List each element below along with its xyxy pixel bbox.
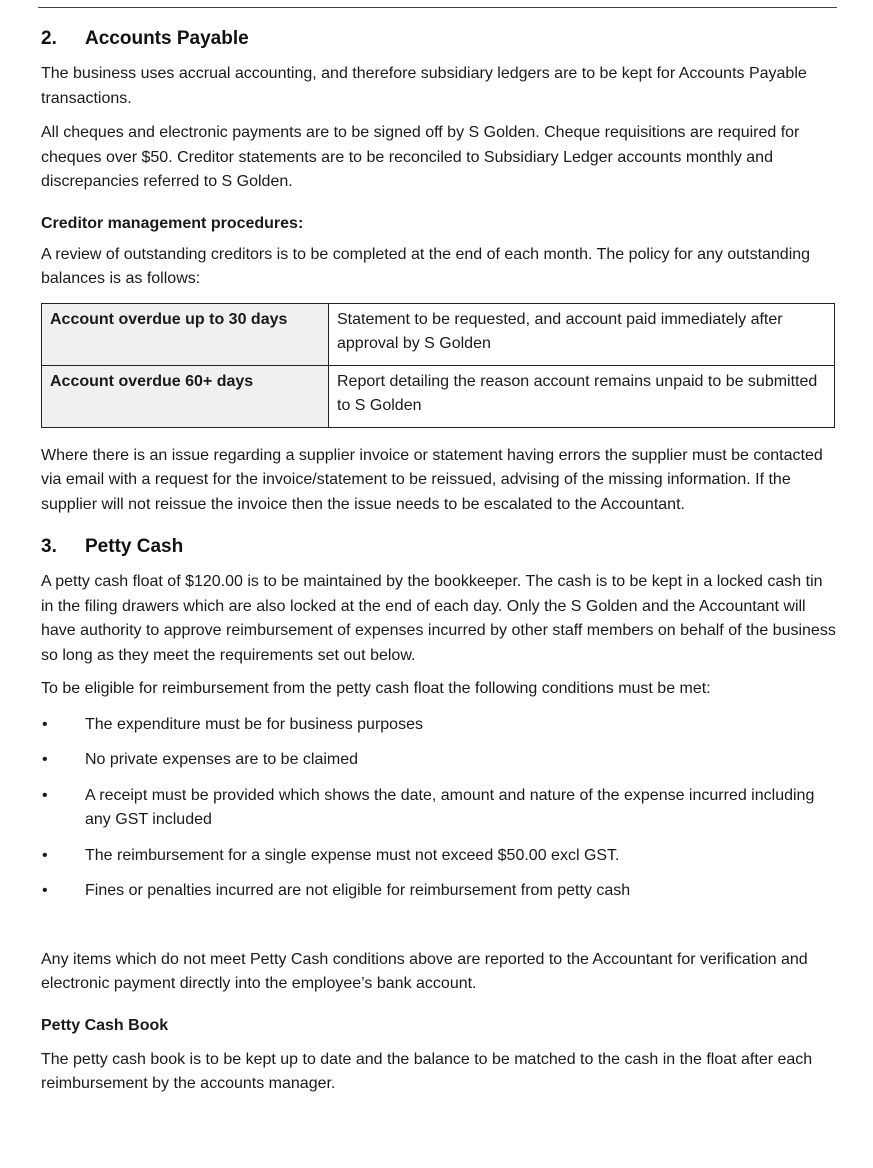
list-item <box>41 713 836 738</box>
bullet-icon: • <box>42 715 48 733</box>
list-item-text: A receipt must be provided which shows the date, amount and nature of the expense incurred including any GST included <box>85 786 815 828</box>
top-rule <box>38 7 837 8</box>
bullet-icon: • <box>42 846 48 864</box>
section-heading-petty-cash <box>41 534 836 560</box>
list-item-text: The expenditure must be for business purposes <box>85 715 423 733</box>
paragraph: All cheques and electronic payments are to be signed off by S Golden. Cheque requisitions are required for cheques over $50. Creditor statements are to be reconciled to Subsidiary Ledger accounts monthly and discrepancies referred to S Golden. <box>41 124 800 190</box>
bullet-icon: • <box>42 786 48 804</box>
subheading-petty-cash-book: Petty Cash Book <box>41 1016 169 1034</box>
paragraph: To be eligible for reimbursement from the petty cash float the following conditions must be met: <box>41 680 711 697</box>
section-heading-accounts-payable <box>41 26 836 52</box>
paragraph: The business uses accrual accounting, and therefore subsidiary ledgers are to be kept for Accounts Payable transactions. <box>41 65 807 107</box>
table-cell-action: Report detailing the reason account remains unpaid to be submitted to S Golden <box>329 365 835 427</box>
table-cell-action: Statement to be requested, and account paid immediately after approval by S Golden <box>329 303 835 365</box>
paragraph: Where there is an issue regarding a supplier invoice or statement having errors the supplier must be contacted via email with a request for the invoice/statement to be reissued, advising of the missing information. If the supplier will not reissue the invoice then the issue needs to be escalated to the Accountant. <box>41 446 823 513</box>
paragraph: A review of outstanding creditors is to be completed at the end of each month. The policy for any outstanding balances is as follows: <box>41 245 811 287</box>
section-title: Accounts Payable <box>85 28 249 49</box>
section-title: Petty Cash <box>85 536 184 557</box>
table-cell-condition: Account overdue up to 30 days <box>42 303 329 365</box>
list-item <box>41 784 836 833</box>
bullet-icon: • <box>42 882 48 899</box>
table-cell-condition: Account overdue 60+ days <box>42 365 329 427</box>
list-item-text: Fines or penalties incurred are not eligible for reimbursement from petty cash <box>85 882 631 899</box>
section-number: 2. <box>41 28 57 49</box>
table-row <box>42 365 835 427</box>
bullet-icon: • <box>42 751 48 768</box>
list-item-text: No private expenses are to be claimed <box>85 751 359 768</box>
creditor-policy-table <box>41 303 835 428</box>
paragraph: Any items which do not meet Petty Cash conditions above are reported to the Accountant for verification and electronic payment directly into the employee’s bank account. <box>41 950 808 992</box>
document-page <box>41 26 836 1097</box>
paragraph: The petty cash book is to be kept up to date and the balance to be matched to the cash in the float after each reimbursement by the accounts manager. <box>41 1050 813 1092</box>
paragraph: A petty cash float of $120.00 is to be maintained by the bookkeeper. The cash is to be kept in a locked cash tin in the filing drawers which are also locked at the end of each day. Only the S Golden and the Accountant will have authority to approve reimbursement of expenses incurred by other staff members on behalf of the business so long as they meet the requirements set out below. <box>41 573 836 664</box>
eligibility-list <box>41 713 836 904</box>
list-item <box>41 844 836 869</box>
list-item <box>41 879 836 904</box>
subheading-creditor-management: Creditor management procedures: <box>41 214 304 232</box>
section-number: 3. <box>41 536 57 557</box>
list-item <box>41 748 836 773</box>
list-item-text: The reimbursement for a single expense must not exceed $50.00 excl GST. <box>85 846 620 864</box>
table-row <box>42 303 835 365</box>
